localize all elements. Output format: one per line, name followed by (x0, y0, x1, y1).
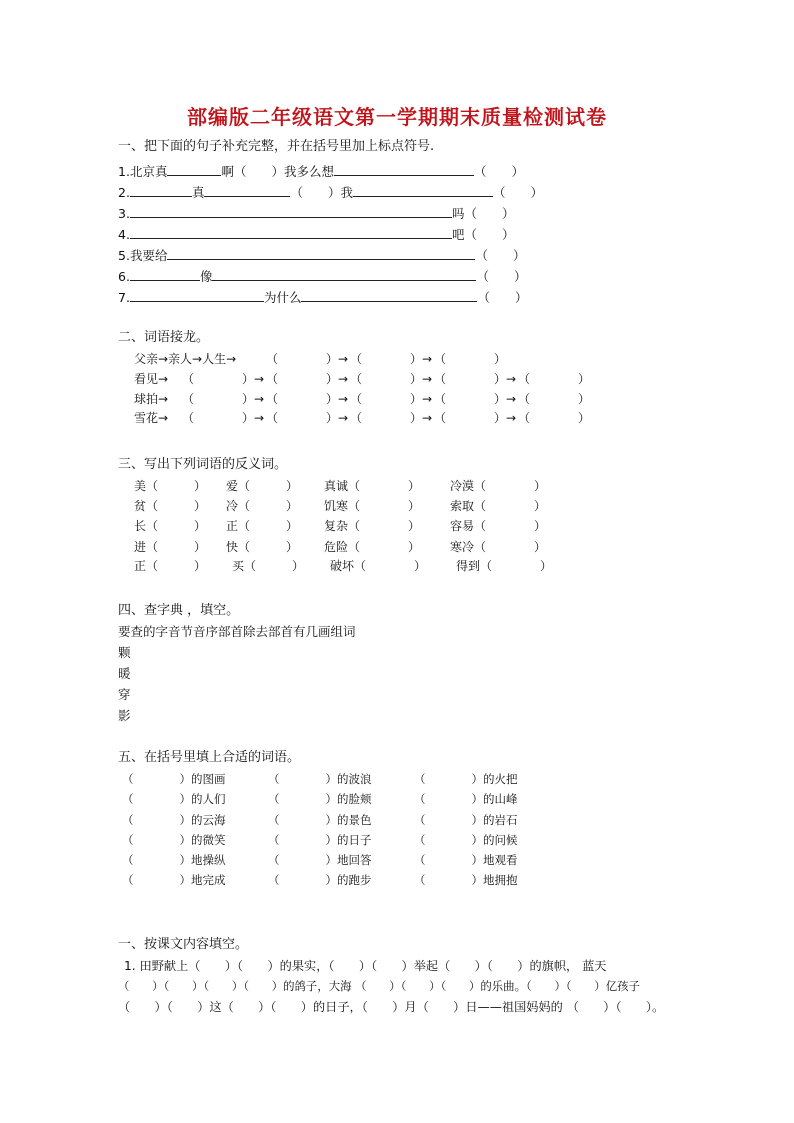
antonym-cell[interactable]: 寒冷（ ） (450, 540, 547, 554)
sentence-4 (118, 225, 514, 243)
antonym-cell[interactable]: 进（ ） (134, 540, 207, 554)
antonym-cell[interactable]: 买（ ） (232, 559, 305, 573)
chain-slot[interactable]: （ ）→ (266, 372, 349, 386)
fill-phrase[interactable]: （ ）的问候 (414, 833, 518, 847)
punctuation-bracket[interactable]: （ ） (477, 290, 528, 305)
sentence-5 (118, 246, 525, 264)
antonym-cell[interactable]: 饥寒（ ） (324, 499, 421, 513)
fill-phrase[interactable]: （ ）地完成 (122, 873, 226, 887)
antonym-cell[interactable]: 美（ ） (134, 479, 207, 493)
antonym-cell[interactable]: 真诚（ ） (324, 479, 421, 493)
fill-phrase[interactable]: （ ）的岩石 (414, 813, 518, 827)
page-title: 部编版二年级语文第一学期期末质量检测试卷 (187, 105, 607, 129)
chain-slot[interactable]: （ ）→ (182, 372, 265, 386)
punctuation-bracket[interactable]: （ ） (476, 269, 527, 284)
sentence-text: 啊（ ）我多么想 (221, 164, 334, 179)
dictionary-char: 颗 (118, 645, 131, 660)
antonym-cell[interactable]: 快（ ） (226, 540, 299, 554)
item-number: 2. (118, 185, 130, 200)
dictionary-table-header: 要查的字音节音序部首除去部首有几画组词 (118, 624, 356, 639)
fill-phrase[interactable]: （ ）的跑步 (268, 873, 372, 887)
chain-row (134, 351, 507, 367)
chain-slot[interactable]: （ ）→ (350, 392, 433, 406)
answer-blank[interactable] (334, 162, 474, 176)
chain-slot[interactable]: （ ） (518, 411, 591, 425)
antonym-cell[interactable]: 容易（ ） (450, 519, 547, 533)
answer-blank[interactable] (130, 183, 192, 197)
sentence-text: 真 (191, 185, 205, 200)
section1-heading: 一、把下面的句子补充完整，并在括号里加上标点符号. (118, 139, 435, 154)
fill-phrase[interactable]: （ ）地回答 (268, 853, 372, 867)
punctuation-bracket[interactable]: 吗（ ） (451, 206, 515, 221)
chain-start: 球拍→ (134, 392, 169, 406)
answer-blank[interactable] (167, 246, 475, 260)
antonym-cell[interactable]: 正（ ） (134, 559, 207, 573)
chain-start: 父亲→亲人→人生→ (134, 352, 237, 366)
fill-phrase[interactable]: （ ）的火把 (414, 772, 518, 786)
antonym-cell[interactable]: 破坏（ ） (330, 559, 427, 573)
antonym-cell[interactable]: 冷（ ） (226, 499, 299, 513)
dictionary-char: 穿 (118, 687, 131, 702)
item-number: 7. (118, 290, 130, 305)
chain-slot[interactable]: （ ）→ (266, 352, 349, 366)
item-number: 1. (118, 164, 130, 179)
chain-slot[interactable]: （ ）→ (434, 392, 517, 406)
chain-slot[interactable]: （ ）→ (434, 411, 517, 425)
chain-slot[interactable]: （ ） (434, 352, 507, 366)
fill-phrase[interactable]: （ ）的波浪 (268, 772, 372, 786)
sentence-6 (118, 267, 526, 285)
sentence-text: （ ）我 (290, 185, 353, 200)
fill-phrase[interactable]: （ ）地观看 (414, 853, 518, 867)
fill-phrase[interactable]: （ ）的日子 (268, 833, 372, 847)
punctuation-bracket[interactable]: （ ） (475, 248, 526, 263)
antonym-cell[interactable]: 贫（ ） (134, 499, 207, 513)
fill-phrase[interactable]: （ ）地拥抱 (414, 873, 518, 887)
passage-line-3[interactable]: （ ）（ ）这（ ）（ ）的日子，（ ）月（ ）日——祖国妈妈的 （ ）（ ）。 (118, 1000, 665, 1014)
sentence-text: 像 (199, 269, 213, 284)
fill-phrase[interactable]: （ ）的人们 (122, 792, 226, 806)
section3-heading: 三、写出下列词语的反义词。 (118, 457, 288, 472)
answer-blank[interactable] (212, 267, 476, 281)
antonym-cell[interactable]: 正（ ） (226, 519, 299, 533)
sentence-text: 我要给 (129, 248, 168, 263)
chain-slot[interactable]: （ ） (518, 372, 591, 386)
chain-row (134, 391, 591, 407)
dictionary-char: 影 (118, 708, 131, 723)
sentence-text: 为什么 (263, 290, 302, 305)
answer-blank[interactable] (130, 288, 264, 302)
item-number: 4. (118, 227, 130, 242)
chain-slot[interactable]: （ ）→ (266, 411, 349, 425)
answer-blank[interactable] (167, 162, 221, 176)
sentence-2 (118, 183, 543, 201)
chain-slot[interactable]: （ ）→ (266, 392, 349, 406)
fill-phrase[interactable]: （ ）地操纵 (122, 853, 226, 867)
answer-blank[interactable] (301, 288, 477, 302)
section4-heading: 四、查字典 ，填空。 (118, 603, 240, 618)
answer-blank[interactable] (130, 225, 452, 239)
fill-phrase[interactable]: （ ）的图画 (122, 772, 226, 786)
chain-slot[interactable]: （ ）→ (182, 392, 265, 406)
section6-heading: 一、按课文内容填空。 (118, 937, 249, 952)
section5-heading: 五、在括号里填上合适的词语。 (118, 750, 301, 765)
item-number: 5. (118, 248, 130, 263)
sentence-3 (118, 204, 514, 222)
chain-slot[interactable]: （ ）→ (182, 411, 265, 425)
dictionary-char: 暖 (118, 666, 131, 681)
sentence-7 (118, 288, 527, 306)
punctuation-bracket[interactable]: （ ） (473, 164, 524, 179)
antonym-cell[interactable]: 索取（ ） (450, 499, 547, 513)
fill-phrase[interactable]: （ ）的脸颊 (268, 792, 372, 806)
sentence-text: 北京真 (129, 164, 168, 179)
item-number: 6. (118, 269, 130, 284)
chain-start: 雪花→ (134, 411, 169, 425)
chain-slot[interactable]: （ ）→ (350, 411, 433, 425)
chain-slot[interactable]: （ ） (518, 392, 591, 406)
answer-blank[interactable] (130, 267, 200, 281)
fill-phrase[interactable]: （ ）的山峰 (414, 792, 518, 806)
passage-line-2[interactable]: （ ）（ ）（ ）（ ）的鸽子，大海 （ ）（ ）（ ）的乐曲。（ ）（ ）亿孩子 (118, 979, 640, 993)
fill-phrase[interactable]: （ ）的微笑 (122, 833, 226, 847)
section2-heading: 二、词语接龙。 (118, 330, 210, 345)
chain-slot[interactable]: （ ）→ (350, 372, 433, 386)
fill-phrase[interactable]: （ ）的景色 (268, 813, 372, 827)
antonym-cell[interactable]: 长（ ） (134, 519, 207, 533)
answer-blank[interactable] (204, 183, 290, 197)
chain-slot[interactable]: （ ）→ (434, 372, 517, 386)
chain-row (134, 410, 591, 426)
sentence-1 (118, 162, 524, 180)
antonym-cell[interactable]: 爱（ ） (226, 479, 299, 493)
passage-line-1[interactable]: 1. 田野献上（ ）（ ）的果实，（ ）（ ）举起（ ）（ ）的旗帜， 蓝天 (124, 959, 607, 973)
antonym-cell[interactable]: 冷漠（ ） (450, 479, 547, 493)
answer-blank[interactable] (130, 204, 452, 218)
fill-phrase[interactable]: （ ）的云海 (122, 813, 226, 827)
chain-row (134, 371, 591, 387)
answer-blank[interactable] (353, 183, 493, 197)
antonym-cell[interactable]: 复杂（ ） (324, 519, 421, 533)
chain-start: 看见→ (134, 372, 169, 386)
punctuation-bracket[interactable]: （ ） (492, 185, 543, 200)
chain-slot[interactable]: （ ）→ (350, 352, 433, 366)
item-number: 3. (118, 206, 130, 221)
punctuation-bracket[interactable]: 吧（ ） (451, 227, 515, 242)
antonym-cell[interactable]: 得到（ ） (456, 559, 553, 573)
antonym-cell[interactable]: 危险（ ） (324, 540, 421, 554)
